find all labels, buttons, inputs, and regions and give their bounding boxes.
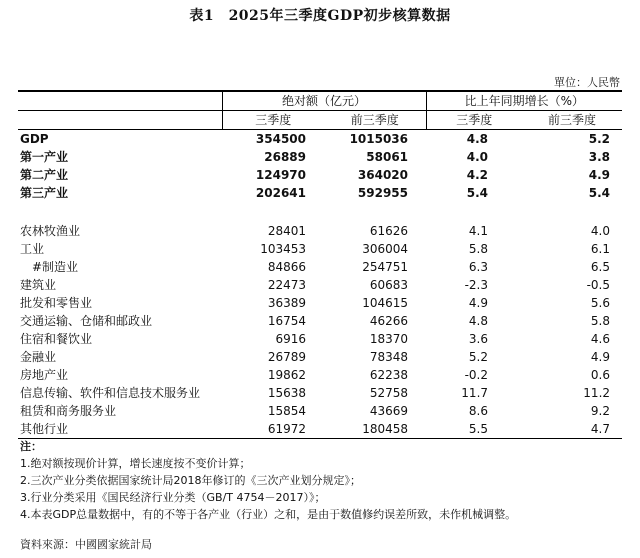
header-blank-2 xyxy=(18,111,222,130)
table-row xyxy=(18,420,622,439)
q3-growth: -2.3 xyxy=(464,278,489,292)
header-row-group xyxy=(18,91,622,111)
ytd-growth: 4.7 xyxy=(522,420,622,439)
ytd-growth: 9.2 xyxy=(590,404,611,418)
q3-value: 16754 xyxy=(267,314,306,328)
q3-growth: 4.1 xyxy=(468,224,489,238)
table-row xyxy=(18,402,622,420)
row-label: 第二产业 xyxy=(20,168,69,182)
ytd-growth: 6.1 xyxy=(590,242,611,256)
unit-label: 單位：人民幣 xyxy=(554,76,620,89)
q3-growth: 6.3 xyxy=(468,260,489,274)
q3-value: 36389 xyxy=(267,296,306,310)
ytd-growth: 5.6 xyxy=(590,296,611,310)
header-blank xyxy=(18,91,222,111)
ytd-value: 62238 xyxy=(369,368,409,382)
ytd-growth: 4.9 xyxy=(590,350,611,364)
ytd-growth: 0.6 xyxy=(590,368,611,382)
ytd-growth: 11.2 xyxy=(583,386,611,400)
row-label: 批发和零售业 xyxy=(20,296,93,310)
ytd-value: 43669 xyxy=(369,404,409,418)
ytd-growth: -0.5 xyxy=(586,278,611,292)
ytd-value: 58061 xyxy=(366,150,409,164)
q3-growth: 5.4 xyxy=(466,186,489,200)
ytd-value: 180458 xyxy=(324,420,426,439)
q3-growth: 4.8 xyxy=(468,314,489,328)
note-item-2: 2.三次产业分类依据国家统计局2018年修订的《三次产业划分规定》； xyxy=(20,474,361,487)
header-ytd-growth: 前三季度 xyxy=(522,111,622,130)
row-label: 工业 xyxy=(20,242,45,256)
table-row xyxy=(18,384,622,402)
q3-value: 124970 xyxy=(255,168,306,182)
q3-value: 354500 xyxy=(255,132,306,146)
ytd-value: 18370 xyxy=(369,332,409,346)
q3-growth: 5.2 xyxy=(468,350,489,364)
ytd-value: 104615 xyxy=(362,296,409,310)
note-item-3: 3.行业分类采用《国民经济行业分类（GB/T 4754－2017）》； xyxy=(20,491,326,504)
row-label: 建筑业 xyxy=(20,278,57,292)
header-q3-growth: 三季度 xyxy=(426,111,522,130)
ytd-value: 592955 xyxy=(357,186,409,200)
table-row xyxy=(18,366,622,384)
q3-growth: 4.2 xyxy=(466,168,489,182)
ytd-value: 254751 xyxy=(362,260,409,274)
header-q3-value: 三季度 xyxy=(222,111,324,130)
ytd-growth: 3.8 xyxy=(588,150,611,164)
table-row xyxy=(18,276,622,294)
q3-value: 22473 xyxy=(267,278,306,292)
ytd-value: 1015036 xyxy=(349,132,409,146)
q3-growth: 5.8 xyxy=(468,242,489,256)
q3-value: 84866 xyxy=(267,260,306,274)
q3-growth: 4.8 xyxy=(466,132,489,146)
note-item-4: 4.本表GDP总量数据中，有的不等于各产业（行业）之和，是由于数值修约误差所致，未作机械调整。 xyxy=(20,508,517,521)
table-row xyxy=(18,348,622,366)
q3-value: 61972 xyxy=(222,420,324,439)
source-label: 資料來源：中國國家統計局 xyxy=(20,538,152,551)
row-label: #制造业 xyxy=(32,260,79,274)
table-row xyxy=(18,258,622,276)
row-label: 其他行业 xyxy=(18,420,222,439)
notes-section xyxy=(20,438,624,523)
table-row xyxy=(18,222,622,240)
header-growth-rate: 比上年同期增长（%） xyxy=(426,91,622,111)
row-label: 房地产业 xyxy=(20,368,69,382)
row-label: 交通运输、仓储和邮政业 xyxy=(20,314,153,328)
q3-value: 15638 xyxy=(267,386,306,400)
ytd-growth: 4.0 xyxy=(590,224,611,238)
row-label: 租赁和商务服务业 xyxy=(20,404,117,418)
q3-value: 15854 xyxy=(267,404,306,418)
q3-value: 6916 xyxy=(275,332,306,346)
table-row xyxy=(18,312,622,330)
gdp-table xyxy=(18,90,622,439)
ytd-value: 78348 xyxy=(369,350,409,364)
q3-value: 26889 xyxy=(264,150,306,164)
ytd-growth: 4.9 xyxy=(588,168,611,182)
ytd-value: 364020 xyxy=(357,168,409,182)
header-absolute-value: 绝对额（亿元） xyxy=(222,91,426,111)
q3-growth: 4.0 xyxy=(466,150,489,164)
q3-growth: 4.9 xyxy=(468,296,489,310)
row-label: 信息传输、软件和信息技术服务业 xyxy=(20,386,201,400)
table-row xyxy=(18,130,622,149)
q3-value: 103453 xyxy=(260,242,306,256)
table-row xyxy=(18,148,622,166)
q3-value: 202641 xyxy=(255,186,306,200)
table-row xyxy=(18,240,622,258)
ytd-value: 52758 xyxy=(369,386,409,400)
table-row xyxy=(18,330,622,348)
header-row-sub xyxy=(18,111,622,130)
ytd-value: 46266 xyxy=(369,314,409,328)
ytd-value: 60683 xyxy=(369,278,409,292)
table-body xyxy=(18,130,622,439)
q3-growth: 11.7 xyxy=(461,386,489,400)
table-title: 表1 2025年三季度GDP初步核算数据 xyxy=(189,8,451,24)
q3-growth: -0.2 xyxy=(464,368,489,382)
notes-heading: 注： xyxy=(20,440,42,453)
ytd-growth: 5.2 xyxy=(588,132,611,146)
table-row xyxy=(18,294,622,312)
gdp-data-table xyxy=(18,90,622,439)
q3-value: 19862 xyxy=(267,368,306,382)
header-ytd-value: 前三季度 xyxy=(324,111,426,130)
row-label: 第三产业 xyxy=(20,186,69,200)
table-row xyxy=(18,184,622,202)
row-label: 农林牧渔业 xyxy=(20,224,81,238)
ytd-growth: 6.5 xyxy=(590,260,611,274)
row-label: 第一产业 xyxy=(20,150,69,164)
ytd-growth: 5.8 xyxy=(590,314,611,328)
spacer-row xyxy=(18,202,622,222)
ytd-value: 306004 xyxy=(362,242,409,256)
q3-growth: 8.6 xyxy=(468,404,489,418)
table-row xyxy=(18,166,622,184)
row-label: 住宿和餐饮业 xyxy=(20,332,93,346)
ytd-growth: 4.6 xyxy=(590,332,611,346)
ytd-growth: 5.4 xyxy=(588,186,611,200)
q3-growth: 3.6 xyxy=(468,332,489,346)
note-item-1: 1.绝对额按现价计算，增长速度按不变价计算； xyxy=(20,457,251,470)
row-label: GDP xyxy=(20,132,49,146)
q3-value: 28401 xyxy=(267,224,306,238)
q3-growth: 5.5 xyxy=(426,420,522,439)
ytd-value: 61626 xyxy=(369,224,409,238)
row-label: 金融业 xyxy=(20,350,57,364)
q3-value: 26789 xyxy=(267,350,306,364)
